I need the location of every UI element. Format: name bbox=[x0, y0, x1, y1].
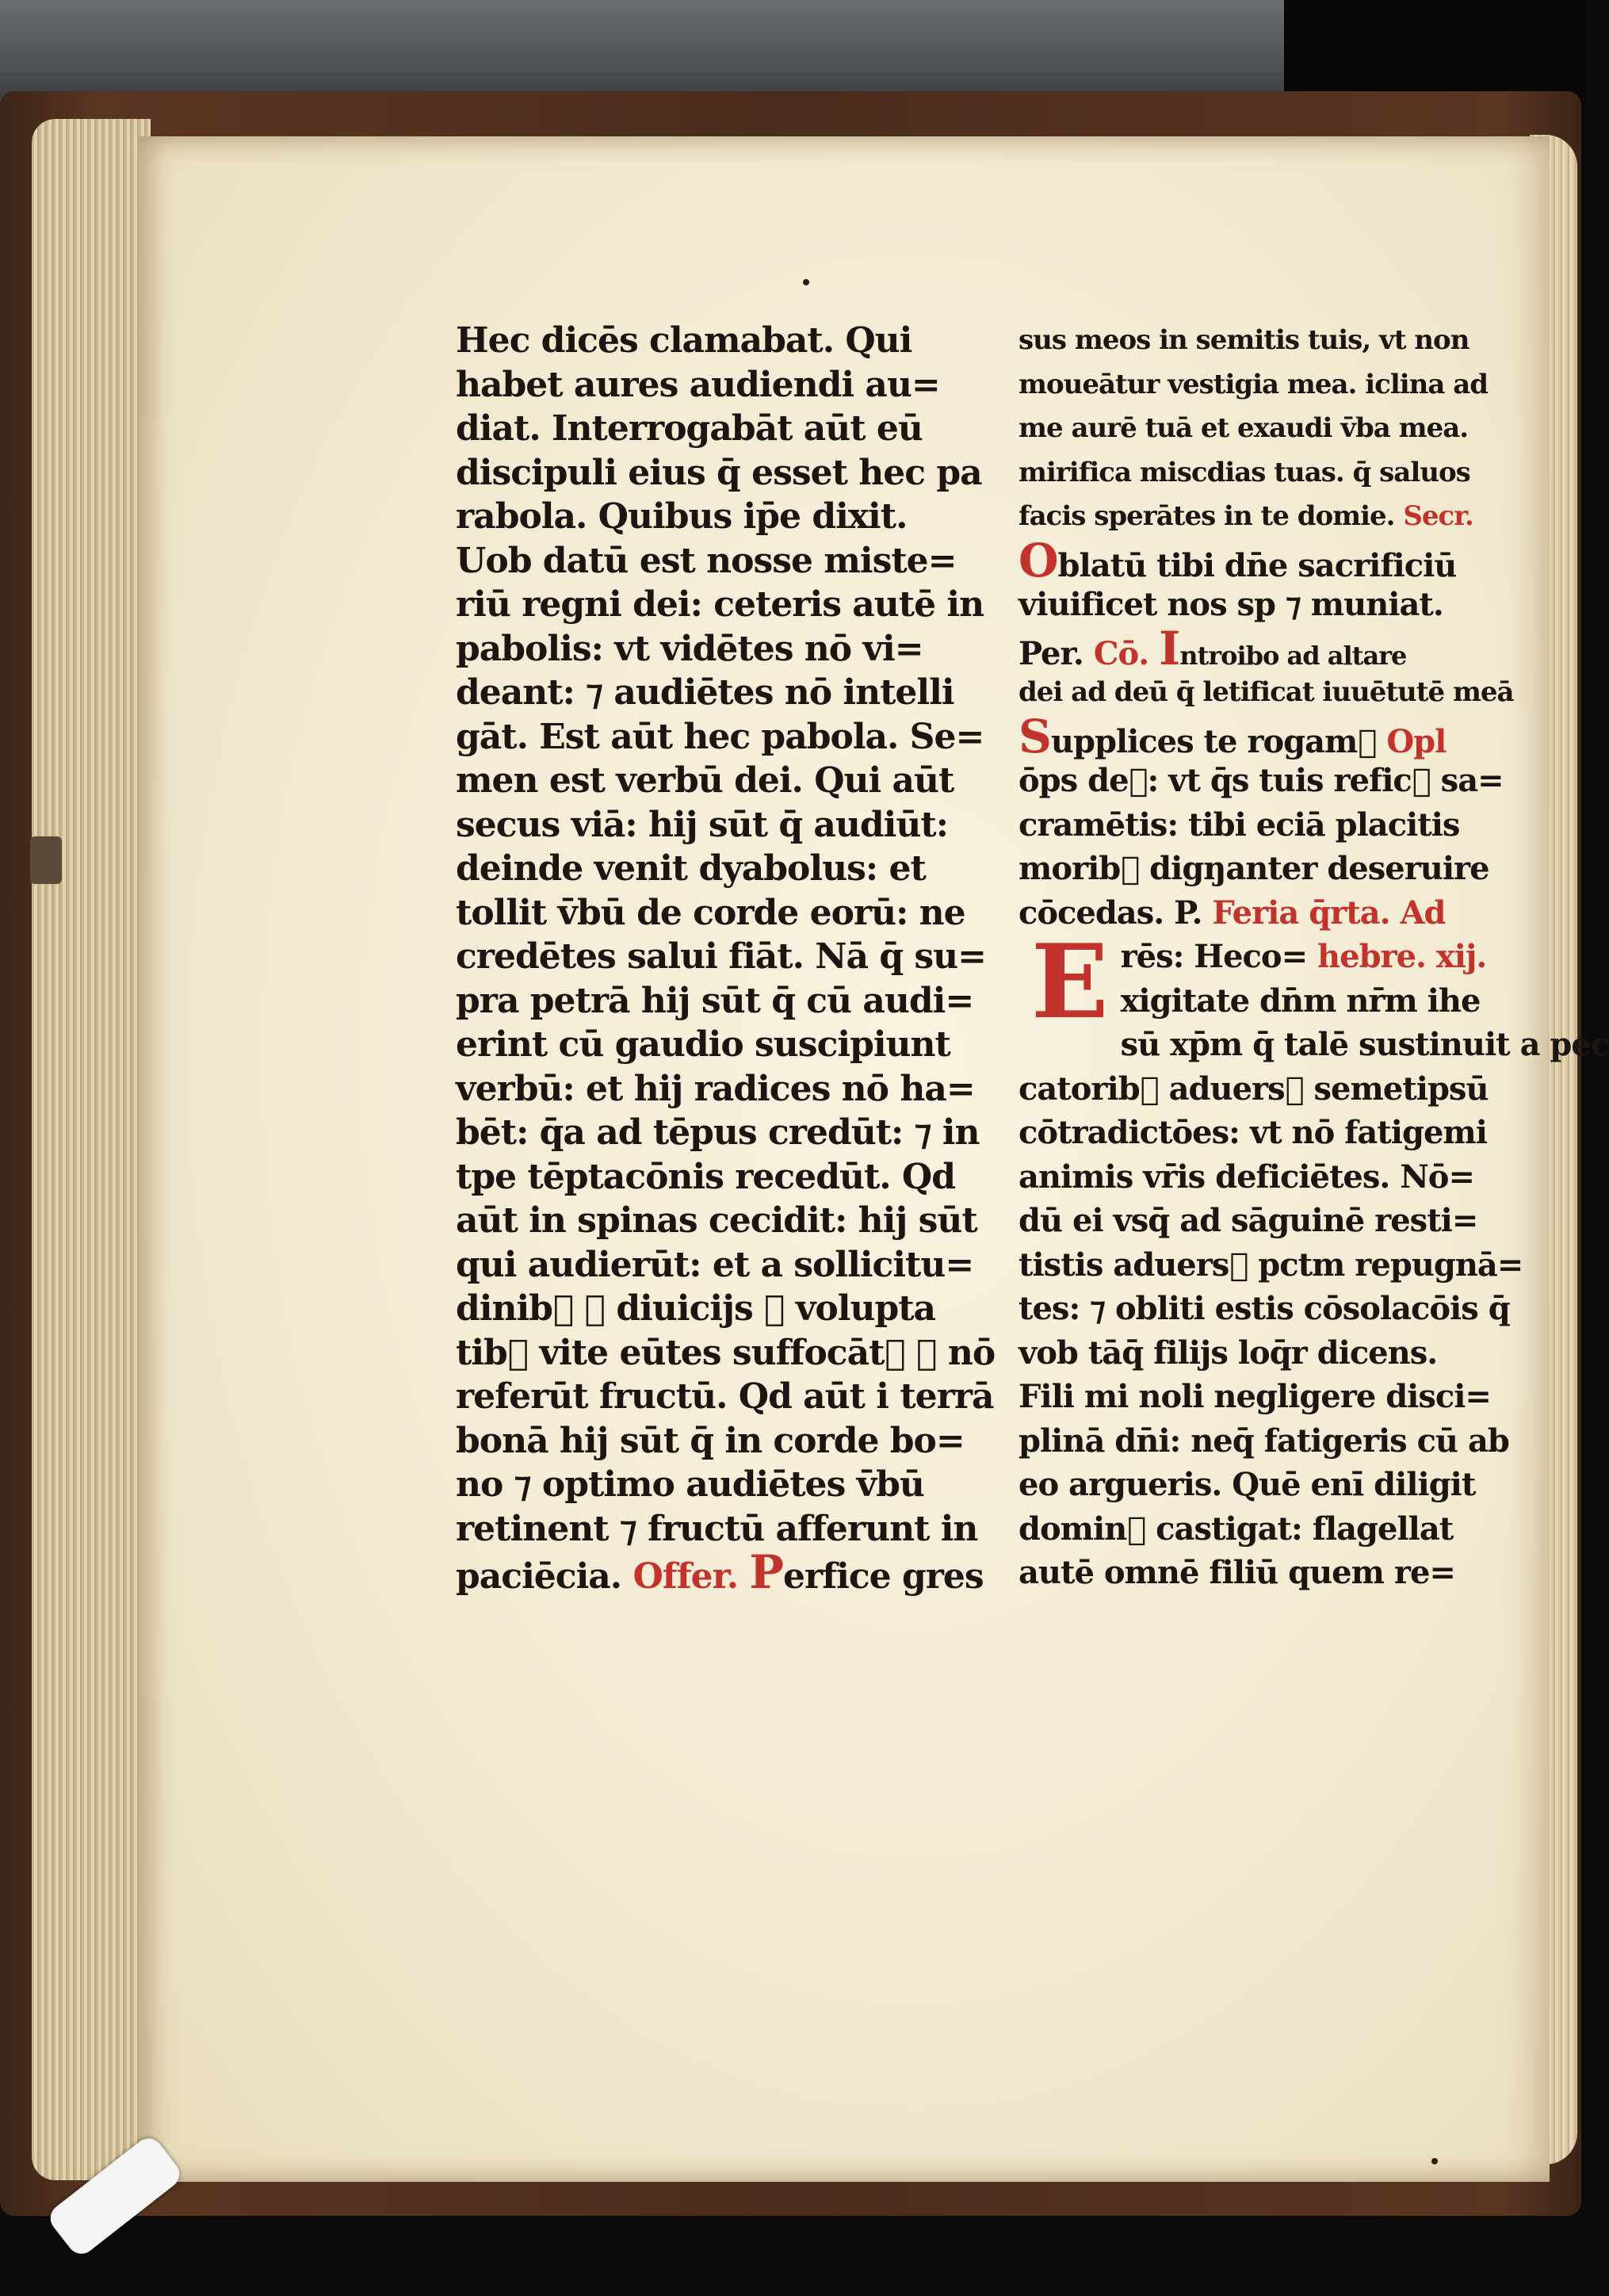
text-line bbox=[456, 319, 931, 363]
text-line bbox=[1019, 1287, 1510, 1331]
text-line bbox=[1019, 709, 1494, 763]
line-text: tpe tēptacōnis recedūt. Qd bbox=[456, 1156, 956, 1197]
text-line bbox=[1019, 1507, 1494, 1552]
line-text: referūt fructū. Qd aūt i terrā bbox=[456, 1376, 994, 1417]
text-line bbox=[1019, 891, 1494, 936]
text-line bbox=[1019, 759, 1504, 803]
text-line bbox=[456, 1331, 996, 1376]
line-text: dei ad deū q̄ letificat iuuētutē meā bbox=[1019, 676, 1514, 708]
line-text: Hec dicēs clamabat. Qui bbox=[456, 320, 912, 361]
text-line bbox=[456, 583, 984, 627]
text-line bbox=[1019, 451, 1494, 496]
line-text: tib᷒ vite eūtes suffocāt᷑ ⁊ nō bbox=[456, 1332, 996, 1373]
line-text: bonā hij sūt q̄ in corde bo= bbox=[456, 1420, 965, 1461]
line-text: verbū: et hij radices nō ha= bbox=[456, 1068, 975, 1109]
line-text: pra petrā hij sūt q̄ cū audi= bbox=[456, 980, 974, 1021]
text-line bbox=[1019, 1199, 1494, 1243]
text-line bbox=[456, 1463, 931, 1507]
text-line bbox=[456, 803, 948, 848]
line-text: dū ei vsq̄ ad sāguinē resti= bbox=[1019, 1202, 1478, 1239]
rubric-label: Cō. bbox=[1093, 634, 1149, 672]
text-line bbox=[456, 363, 940, 408]
text-line bbox=[456, 847, 931, 891]
text-line bbox=[1019, 1331, 1494, 1376]
text-line bbox=[456, 715, 984, 760]
rubric-label: hebre. xij. bbox=[1317, 938, 1487, 975]
line-text: plinā dn̄i: neq̄ fatigeris cū ab bbox=[1019, 1422, 1509, 1460]
line-text: dinib᷒ ⁊ diuicijs ⁊ volupta bbox=[456, 1288, 936, 1329]
line-text: tes: ⁊ obliti estis cōsolacōis q̄ bbox=[1019, 1290, 1510, 1327]
text-line bbox=[1019, 1243, 1523, 1288]
line-text: no ⁊ optimo audiētes v̄bū bbox=[456, 1464, 924, 1505]
rubric-label: Offer. bbox=[633, 1556, 739, 1597]
text-line bbox=[456, 935, 987, 979]
text-line bbox=[1019, 1375, 1494, 1419]
scan-background-top bbox=[0, 0, 1284, 103]
line-text: blatū tibi dn̄e sacrificiū bbox=[1057, 546, 1457, 584]
line-text: cramētis: tibi eciā placitis bbox=[1019, 806, 1460, 844]
left-text-column bbox=[456, 319, 996, 1599]
text-line bbox=[456, 1375, 994, 1419]
line-text: catorib᷒ aduers᷒ semetipsū bbox=[1019, 1070, 1489, 1108]
text-line bbox=[1019, 1067, 1494, 1112]
text-line bbox=[1019, 363, 1494, 408]
text-line bbox=[1019, 1419, 1509, 1464]
rubricated-initial: S bbox=[1019, 709, 1051, 763]
text-line bbox=[1019, 407, 1494, 451]
line-text: aūt in spinas cecidit: hij sūt bbox=[456, 1200, 977, 1241]
rubricated-initial: I bbox=[1159, 621, 1180, 675]
line-text: xigitate dn̄m nr̄m ihe bbox=[1120, 982, 1481, 1020]
line-text: discipuli eius q̄ esset hec pa bbox=[456, 452, 982, 493]
text-line bbox=[1019, 495, 1494, 539]
line-text: credētes salui fiāt. Nā q̄ su= bbox=[456, 936, 987, 977]
text-line bbox=[456, 407, 931, 451]
line-text: sū xp̄m q̄ talē sustinuit a pec bbox=[1120, 1026, 1609, 1063]
line-text: Fili mi noli negligere disci= bbox=[1019, 1378, 1491, 1415]
text-line bbox=[1019, 803, 1494, 848]
line-text: retinent ⁊ fructū afferunt in bbox=[456, 1508, 978, 1549]
text-line bbox=[456, 891, 965, 936]
text-line bbox=[1019, 533, 1494, 587]
line-text: paciēcia. bbox=[456, 1556, 622, 1597]
line-text: cōtradictōes: vt nō fatigemi bbox=[1019, 1114, 1487, 1151]
line-text: vob tāq̄ filijs loq̄r dicens. bbox=[1019, 1334, 1438, 1372]
ink-speck bbox=[1431, 2158, 1438, 2164]
text-line bbox=[456, 495, 931, 539]
line-text: deinde venit dyabolus: et bbox=[456, 848, 926, 889]
line-text: morib᷒ digŋanter deseruire bbox=[1019, 850, 1489, 887]
line-text: ntroibo ad altare bbox=[1179, 640, 1407, 671]
text-line bbox=[1019, 1155, 1494, 1200]
text-line bbox=[456, 979, 974, 1024]
scan-background-dark bbox=[1284, 0, 1585, 103]
page-edges-left bbox=[32, 119, 151, 2180]
text-line bbox=[1019, 671, 1514, 715]
line-text: erint cū gaudio suscipiunt bbox=[456, 1024, 950, 1065]
text-line bbox=[456, 1023, 950, 1067]
line-text: eo argueris. Quē enī diligit bbox=[1019, 1466, 1476, 1503]
rubricated-initial: O bbox=[1019, 533, 1058, 587]
line-text: deant: ⁊ audiētes nō intelli bbox=[456, 672, 954, 713]
line-text: men est verbū dei. Qui aūt bbox=[456, 760, 954, 801]
line-text: qui audierūt: et a sollicitu= bbox=[456, 1244, 974, 1285]
line-text: secus viā: hij sūt q̄ audiūt: bbox=[456, 804, 948, 845]
line-text: habet aures audiendi au= bbox=[456, 364, 940, 405]
text-line bbox=[456, 1111, 980, 1155]
line-text: tistis aduers᷒ pctm repugnā= bbox=[1019, 1246, 1523, 1284]
binding-clasp bbox=[30, 836, 62, 884]
line-text: me aurē tuā et exaudi v̄ba mea. bbox=[1019, 412, 1469, 444]
line-text: riū regni dei: ceteris autē in bbox=[456, 584, 984, 625]
text-line bbox=[1019, 621, 1494, 675]
text-line bbox=[456, 1419, 965, 1464]
line-text: rēs: Heco= bbox=[1120, 938, 1308, 975]
text-line bbox=[1019, 319, 1494, 363]
right-text-column bbox=[1019, 319, 1609, 1595]
text-line bbox=[456, 1507, 978, 1552]
line-text: cōcedas. P. bbox=[1019, 894, 1202, 932]
text-line bbox=[456, 1545, 984, 1599]
line-text: animis vr̄is deficiētes. Nō= bbox=[1019, 1158, 1474, 1196]
rubric-label: Opl bbox=[1386, 722, 1447, 760]
line-text: mirifica miscdias tuas. q̄ saluos bbox=[1019, 456, 1470, 488]
text-line bbox=[456, 1287, 936, 1331]
line-text: Per. bbox=[1019, 634, 1083, 672]
rubricated-initial: E bbox=[1031, 923, 1108, 1042]
line-text: facis sperātes in te domie. bbox=[1019, 500, 1395, 532]
line-text: tollit v̄bū de corde eorū: ne bbox=[456, 892, 965, 933]
line-text: ōps de᷒: vt q̄s tuis refic᷑ sa= bbox=[1019, 762, 1504, 799]
rubric-label: Secr. bbox=[1403, 500, 1473, 532]
line-text: diat. Interrogabāt aūt eū bbox=[456, 408, 923, 449]
text-line bbox=[1019, 847, 1494, 891]
line-text: rabola. Quibus ip̄e dixit. bbox=[456, 496, 908, 537]
line-text: Uob datū est nosse miste= bbox=[456, 540, 957, 581]
line-text: domin᷒ castigat: flagellat bbox=[1019, 1510, 1454, 1548]
line-text: upplices te rogam᷒ bbox=[1050, 722, 1377, 760]
text-line bbox=[456, 627, 931, 672]
text-line bbox=[456, 1199, 977, 1243]
ink-speck bbox=[803, 279, 809, 285]
text-line bbox=[456, 451, 982, 496]
line-text: bēt: q̄a ad tēpus credūt: ⁊ in bbox=[456, 1112, 980, 1153]
text-line bbox=[1019, 1551, 1494, 1595]
text-line bbox=[1019, 1463, 1494, 1507]
rubric-label: Feria q̄rta. Ad bbox=[1212, 894, 1446, 932]
text-line bbox=[456, 1155, 956, 1200]
text-line bbox=[456, 759, 954, 803]
text-line bbox=[456, 539, 957, 584]
line-text: pabolis: vt vidētes nō vi= bbox=[456, 628, 923, 669]
text-line bbox=[1019, 583, 1494, 627]
line-text: sus meos in semitis tuis, vt non bbox=[1019, 324, 1470, 356]
rubricated-initial: P bbox=[749, 1545, 784, 1599]
line-text: gāt. Est aūt hec pabola. Se= bbox=[456, 716, 984, 757]
text-line bbox=[456, 671, 954, 715]
line-text: erfice gres bbox=[783, 1556, 984, 1597]
line-text: moueātur vestigia mea. iclina ad bbox=[1019, 368, 1489, 400]
text-line bbox=[456, 1067, 975, 1112]
text-line bbox=[456, 1243, 974, 1288]
text-line bbox=[1019, 1111, 1494, 1155]
line-text: viuificet nos sp ⁊ muniat. bbox=[1019, 586, 1443, 623]
line-text: autē omnē filiū quem re= bbox=[1019, 1554, 1455, 1591]
